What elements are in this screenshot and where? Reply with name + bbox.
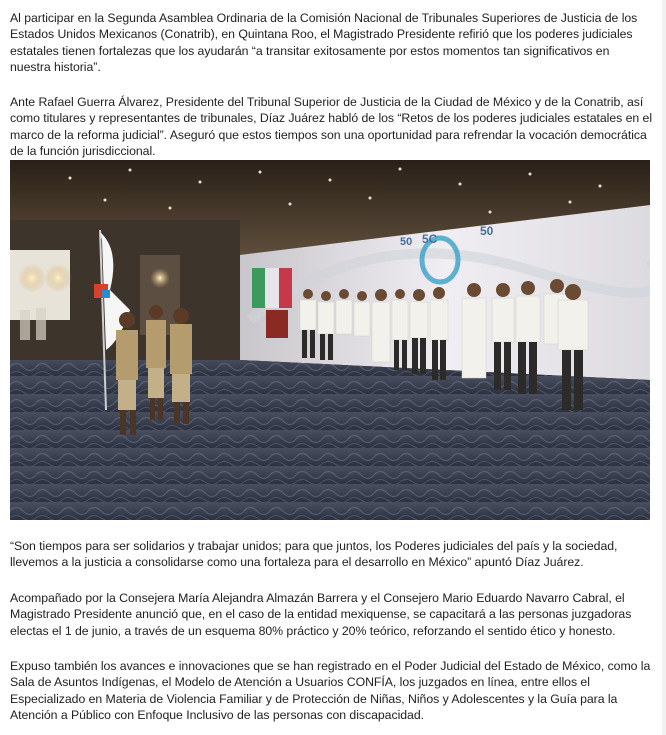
event-photo — [10, 160, 650, 520]
paragraph-1: Al participar en la Segunda Asamblea Ordinaria de la Comisión Nacional de Tribunales Superiores de Justicia de los Estados Unidos Mexicanos (Conatrib), en Quintana Roo, el Magistrado Presidente refirió que los poderes judiciales estatales tienen fortalezas que los ayudarán “a transitar exitosamente por estos momentos tan significativos en nuestra historia”. — [10, 11, 638, 75]
paragraph-3: “Son tiempos para ser solidarios y trabajar unidos; para que juntos, los Poderes judiciales del país y la sociedad, llevemos a la justicia a consolidarse como una fortaleza para el desarrollo en México” apuntó Díaz Juárez. — [10, 539, 618, 570]
paragraph-5: Expuso también los avances e innovaciones que se han registrado en el Poder Judicial del Estado de México, como la Sala de Asuntos Indígenas, el Modelo de Atención a Usuarios CONFÍA, los juzgados en línea, entre ellos el Especializado en Materia de Violencia Familiar y de Protección de Niñas, Niños y Adolescentes y la Guía para la Atención a Público con Enfoque Inclusivo de las personas con discapacidad. — [10, 659, 651, 723]
logo-text-1: 50 — [400, 236, 413, 248]
scrollbar[interactable] — [662, 0, 666, 735]
paragraph-4: Acompañado por la Consejera María Alejandra Almazán Barrera y el Consejero Mario Eduardo Navarro Cabral, el Magistrado Presidente anunció que, en el caso de la entidad mexiquense, se capacitará a las personas juzgadoras electas el 1 de junio, a través de un esquema 80% práctico y 20% teórico, reforzando el sentido ético y honesto. — [10, 591, 632, 638]
logo-text-3: 50 — [480, 224, 494, 238]
logo-text-2: 5C — [422, 232, 438, 246]
paragraph-2: Ante Rafael Guerra Álvarez, Presidente del Tribunal Superior de Justicia de la Ciudad de México y de la Conatrib, así como titulares y representantes de tribunales, Díaz Juárez habló de los “Retos de los poderes judiciales estatales en el marco de la reforma judicial”. Aseguró que estos tiempos son una oportunidad para refrendar la vocación democrática de la función jurisdiccional. — [10, 95, 652, 159]
